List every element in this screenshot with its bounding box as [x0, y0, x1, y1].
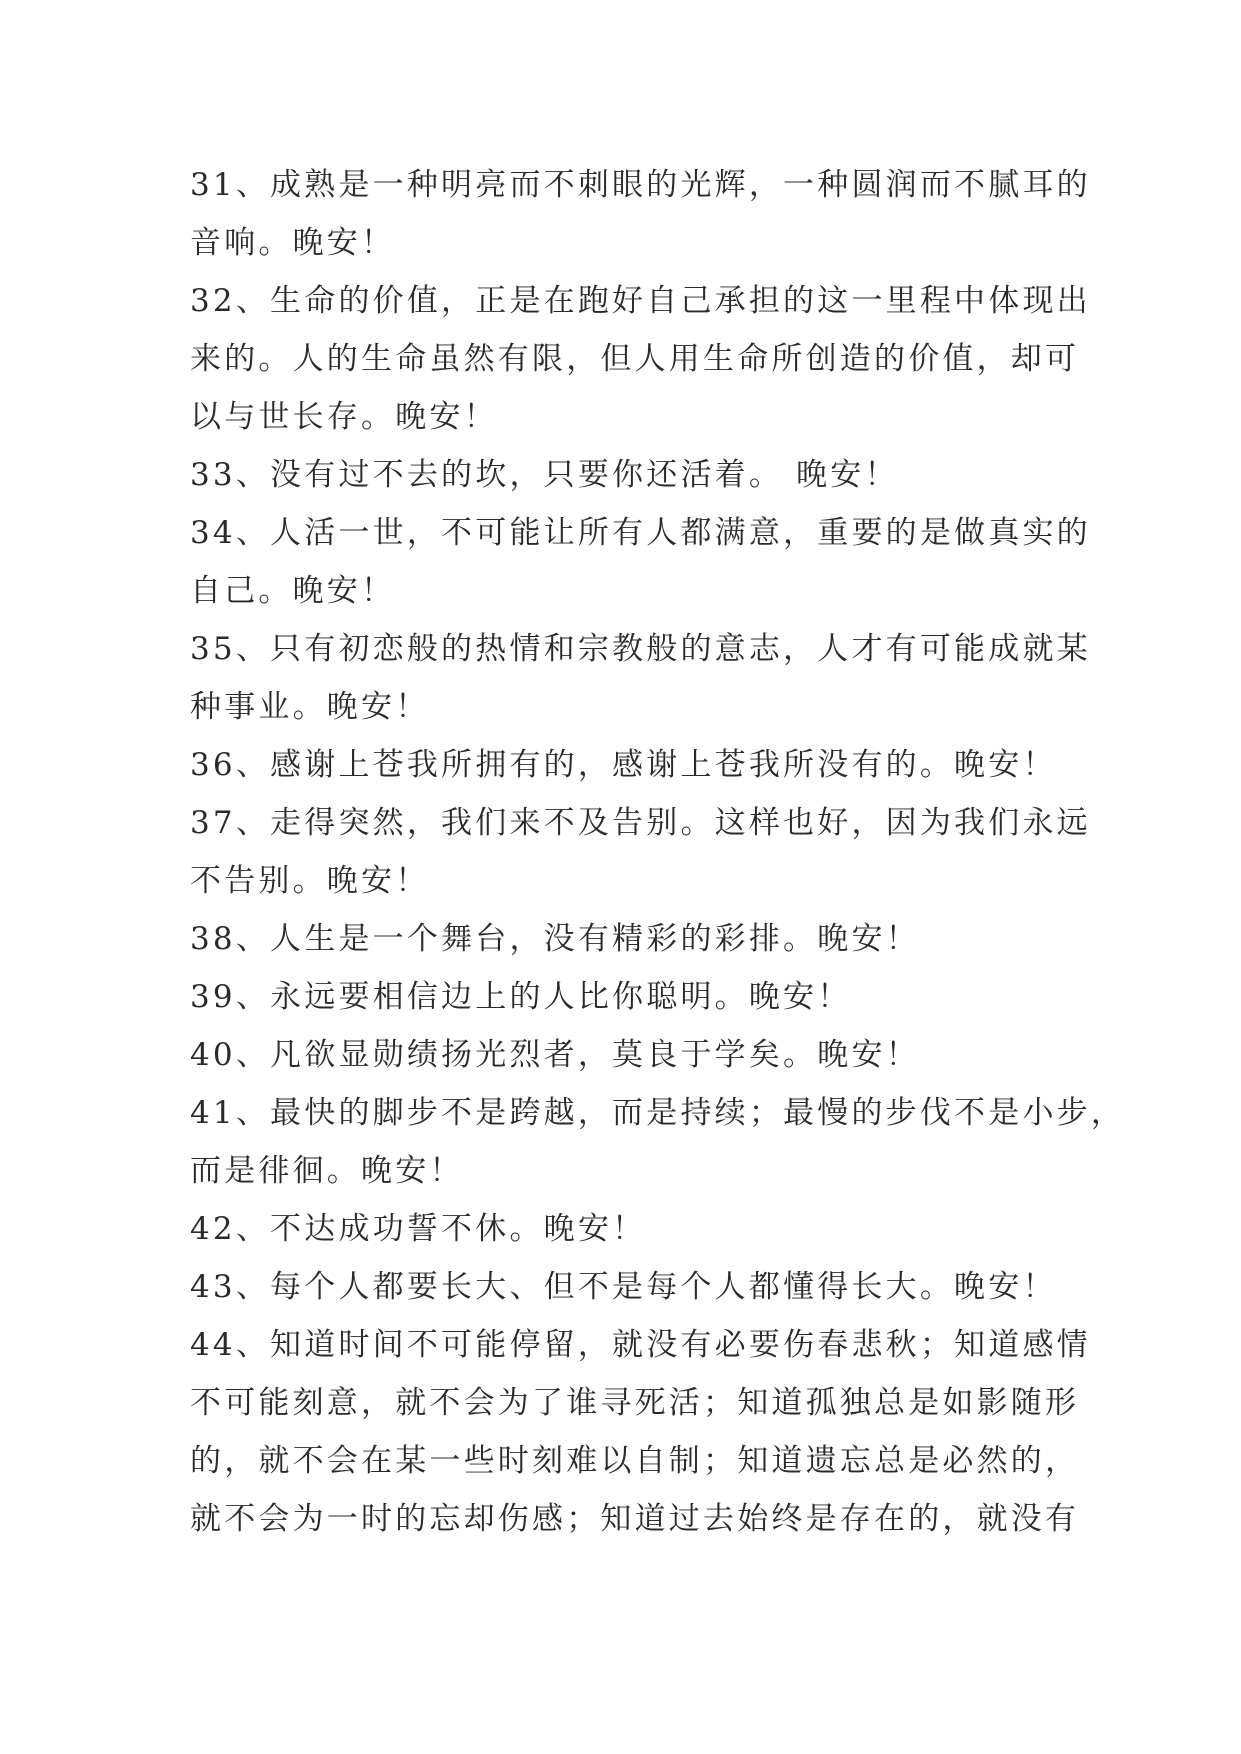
text-line: 以与世长存。晚安！	[190, 399, 498, 435]
text-line: 37、走得突然，我们来不及告别。这样也好，因为我们永远	[190, 805, 1091, 841]
text-line: 36、感谢上苍我所拥有的，感谢上苍我所没有的。晚安！	[190, 747, 1057, 783]
text-line: 41、最快的脚步不是跨越，而是持续；最慢的步伐不是小步，	[190, 1095, 1126, 1131]
text-line: 自己。晚安！	[190, 573, 396, 609]
text-line: 38、人生是一个舞台，没有精彩的彩排。晚安！	[190, 921, 920, 957]
text-line: 就不会为一时的忘却伤感；知道过去始终是存在的，就没有	[190, 1501, 1080, 1537]
text-line: 不可能刻意，就不会为了谁寻死活；知道孤独总是如影随形	[190, 1385, 1080, 1421]
document-body	[190, 156, 1126, 1548]
text-line: 44、知道时间不可能停留，就没有必要伤春悲秋；知道感情	[190, 1327, 1091, 1363]
text-line: 39、永远要相信边上的人比你聪明。晚安！	[190, 979, 852, 1015]
text-line: 34、人活一世，不可能让所有人都满意，重要的是做真实的	[190, 515, 1091, 551]
text-line: 42、不达成功誓不休。晚安！	[190, 1211, 647, 1247]
text-line: 音响。晚安！	[190, 225, 396, 261]
text-line: 33、没有过不去的坎，只要你还活着。 晚安！	[190, 457, 899, 493]
text-line: 43、每个人都要长大、但不是每个人都懂得长大。晚安！	[190, 1269, 1057, 1305]
text-line: 35、只有初恋般的热情和宗教般的意志，人才有可能成就某	[190, 631, 1091, 667]
text-line: 40、凡欲显勋绩扬光烈者，莫良于学矣。晚安！	[190, 1037, 920, 1073]
text-line: 而是徘徊。晚安！	[190, 1153, 464, 1189]
text-line: 不告别。晚安！	[190, 863, 430, 899]
text-line: 32、生命的价值，正是在跑好自己承担的这一里程中体现出	[190, 283, 1091, 319]
text-line: 31、成熟是一种明亮而不刺眼的光辉，一种圆润而不腻耳的	[190, 167, 1091, 203]
text-line: 种事业。晚安！	[190, 689, 430, 725]
text-line: 来的。人的生命虽然有限，但人用生命所创造的价值，却可	[190, 341, 1080, 377]
text-line: 的，就不会在某一些时刻难以自制；知道遗忘总是必然的，	[190, 1443, 1080, 1479]
